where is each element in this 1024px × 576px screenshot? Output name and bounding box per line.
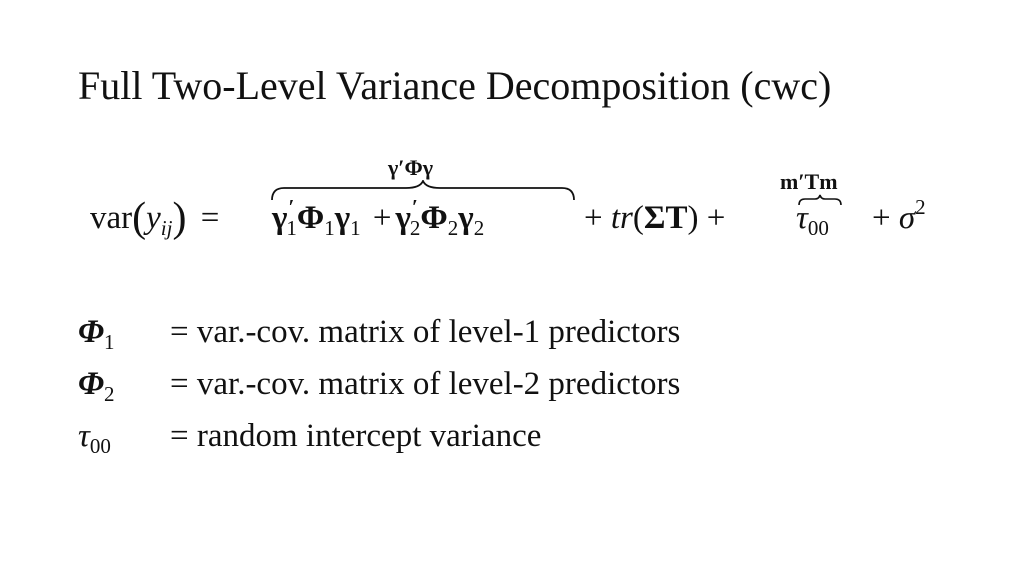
definition-symbol: $\tau_{00}$ bbox=[78, 418, 111, 458]
definition-text: var.-cov. matrix of level-1 predictors bbox=[196, 314, 681, 350]
gamma-2-prime-sub: 2 bbox=[409, 216, 421, 240]
gamma-1: γ bbox=[334, 200, 351, 236]
definition-text: var.-cov. matrix of level-2 predictors bbox=[196, 366, 681, 402]
definition-equals: = bbox=[170, 366, 189, 402]
gamma-1-sub: 1 bbox=[350, 216, 361, 240]
prime-1: ′ bbox=[288, 195, 295, 219]
tau-subscript: 00 bbox=[807, 216, 829, 240]
definition-symbol: $\Phi_2$ bbox=[78, 366, 115, 406]
sigma-t-matrix: ΣT bbox=[643, 200, 688, 236]
residual-term bbox=[872, 195, 926, 238]
definition-phi-2 bbox=[78, 358, 680, 410]
y-subscript: ij bbox=[160, 216, 173, 240]
gamma-2-prime: γ bbox=[395, 200, 411, 236]
slide-title: Full Two-Level Variance Decomposition (cwc) bbox=[78, 63, 832, 108]
definition-tau-00 bbox=[78, 410, 680, 462]
definitions-list bbox=[78, 306, 680, 462]
lhs-close-paren: ) bbox=[172, 195, 187, 241]
definition-phi-1 bbox=[78, 306, 680, 358]
sigma-superscript: 2 bbox=[915, 195, 926, 219]
fixed-effects-term bbox=[272, 195, 485, 240]
definition-text: random intercept variance bbox=[196, 418, 542, 454]
lhs-open-paren: ( bbox=[132, 195, 147, 241]
trace-term bbox=[584, 198, 725, 238]
sigma-symbol: σ bbox=[898, 200, 916, 236]
definition-equals: = bbox=[170, 418, 189, 454]
y-variable: y bbox=[146, 200, 161, 236]
trace-operator: tr bbox=[610, 200, 633, 236]
tau-symbol: τ bbox=[796, 200, 808, 236]
gamma-1-prime: γ bbox=[272, 200, 288, 236]
trace-close-paren: ) bbox=[687, 200, 699, 236]
definition-symbol: $\Phi_1$ bbox=[78, 314, 115, 354]
phi-1-sub: 1 bbox=[324, 216, 335, 240]
plus-sign: + bbox=[872, 200, 891, 236]
phi-2-sub: 2 bbox=[447, 216, 459, 240]
overbrace-label: γ′Φγ bbox=[388, 155, 434, 180]
phi-2: Φ bbox=[420, 200, 448, 236]
prime-2: ′ bbox=[411, 195, 418, 219]
definition-equals: = bbox=[170, 314, 189, 350]
gamma-1-prime-sub: 1 bbox=[286, 216, 297, 240]
plus-sign: + bbox=[372, 200, 392, 236]
var-function: var bbox=[90, 200, 133, 236]
gamma-2-sub: 2 bbox=[473, 216, 485, 240]
plus-sign: + bbox=[584, 200, 603, 236]
gamma-2: γ bbox=[458, 200, 474, 236]
trace-open-paren: ( bbox=[632, 200, 644, 236]
brace-label-mtm: m′Tm bbox=[780, 169, 838, 194]
equals-sign: = bbox=[200, 200, 220, 236]
plus-sign: + bbox=[706, 200, 726, 236]
equation-lhs bbox=[90, 195, 220, 241]
phi-1: Φ bbox=[296, 200, 325, 236]
tau-term bbox=[796, 198, 829, 238]
